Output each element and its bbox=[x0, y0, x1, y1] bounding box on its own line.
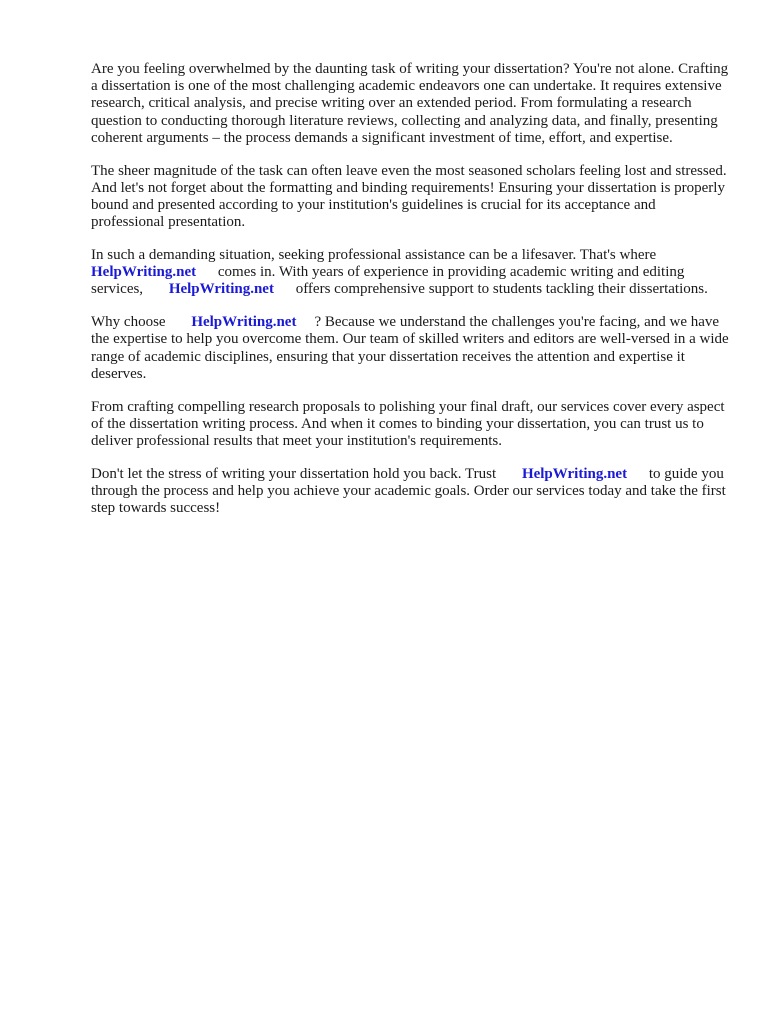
paragraph-text: offers comprehensive support to students tackling their dissertations. bbox=[295, 281, 708, 298]
document-body bbox=[91, 61, 731, 533]
helpwriting-link[interactable]: HelpWriting.net bbox=[168, 281, 274, 298]
paragraph-magnitude: The sheer magnitude of the task can often leave even the most seasoned scholars feeling lost and stressed. And let's not forget about the formatting and binding requirements! Ensuring your dissertation is properly bound and presented according to your institution's guidelines is crucial for its acceptance and professional presentation. bbox=[91, 162, 727, 231]
paragraph-services: From crafting compelling research proposals to polishing your final draft, our services cover every aspect of the dissertation writing process. And when it comes to binding your dissertation, you can trust us to deliver professional results that meet your institution's requirements. bbox=[91, 398, 725, 450]
helpwriting-link[interactable]: HelpWriting.net bbox=[91, 264, 197, 281]
paragraph-closing bbox=[91, 466, 731, 518]
paragraph-why-choose bbox=[91, 314, 731, 383]
paragraph-text: to guide you through the process and help you achieve your academic goals. Order our services today and take the first step towards success! bbox=[91, 465, 726, 517]
paragraph-text: comes in. With years of experience in providing academic writing and editing services, bbox=[91, 264, 685, 298]
paragraph-text: Don't let the stress of writing your dissertation hold you back. Trust bbox=[91, 465, 497, 482]
paragraph-text: Why choose bbox=[91, 314, 166, 331]
paragraph-text: In such a demanding situation, seeking professional assistance can be a lifesaver. That's where bbox=[91, 247, 657, 264]
paragraph-intro: Are you feeling overwhelmed by the daunting task of writing your dissertation? You're not alone. Crafting a dissertation is one of the most challenging academic endeavors one can undertake. It requires extensive research, critical analysis, and precise writing over an extended period. From formulating a research question to conducting thorough literature reviews, collecting and analyzing data, and finally, presenting coherent arguments – the process demands a significant investment of time, effort, and expertise. bbox=[91, 61, 729, 146]
helpwriting-link[interactable]: HelpWriting.net bbox=[521, 465, 628, 482]
helpwriting-link[interactable]: HelpWriting.net bbox=[191, 314, 297, 331]
paragraph-assistance bbox=[91, 247, 731, 299]
paragraph-text: ? Because we understand the challenges you're facing, and we have the expertise to help you overcome them. Our team of skilled writers and editors are well-versed in a wide range of academic disciplines, ensuring that your dissertation receives the attention and expertise it deserves. bbox=[91, 314, 729, 382]
